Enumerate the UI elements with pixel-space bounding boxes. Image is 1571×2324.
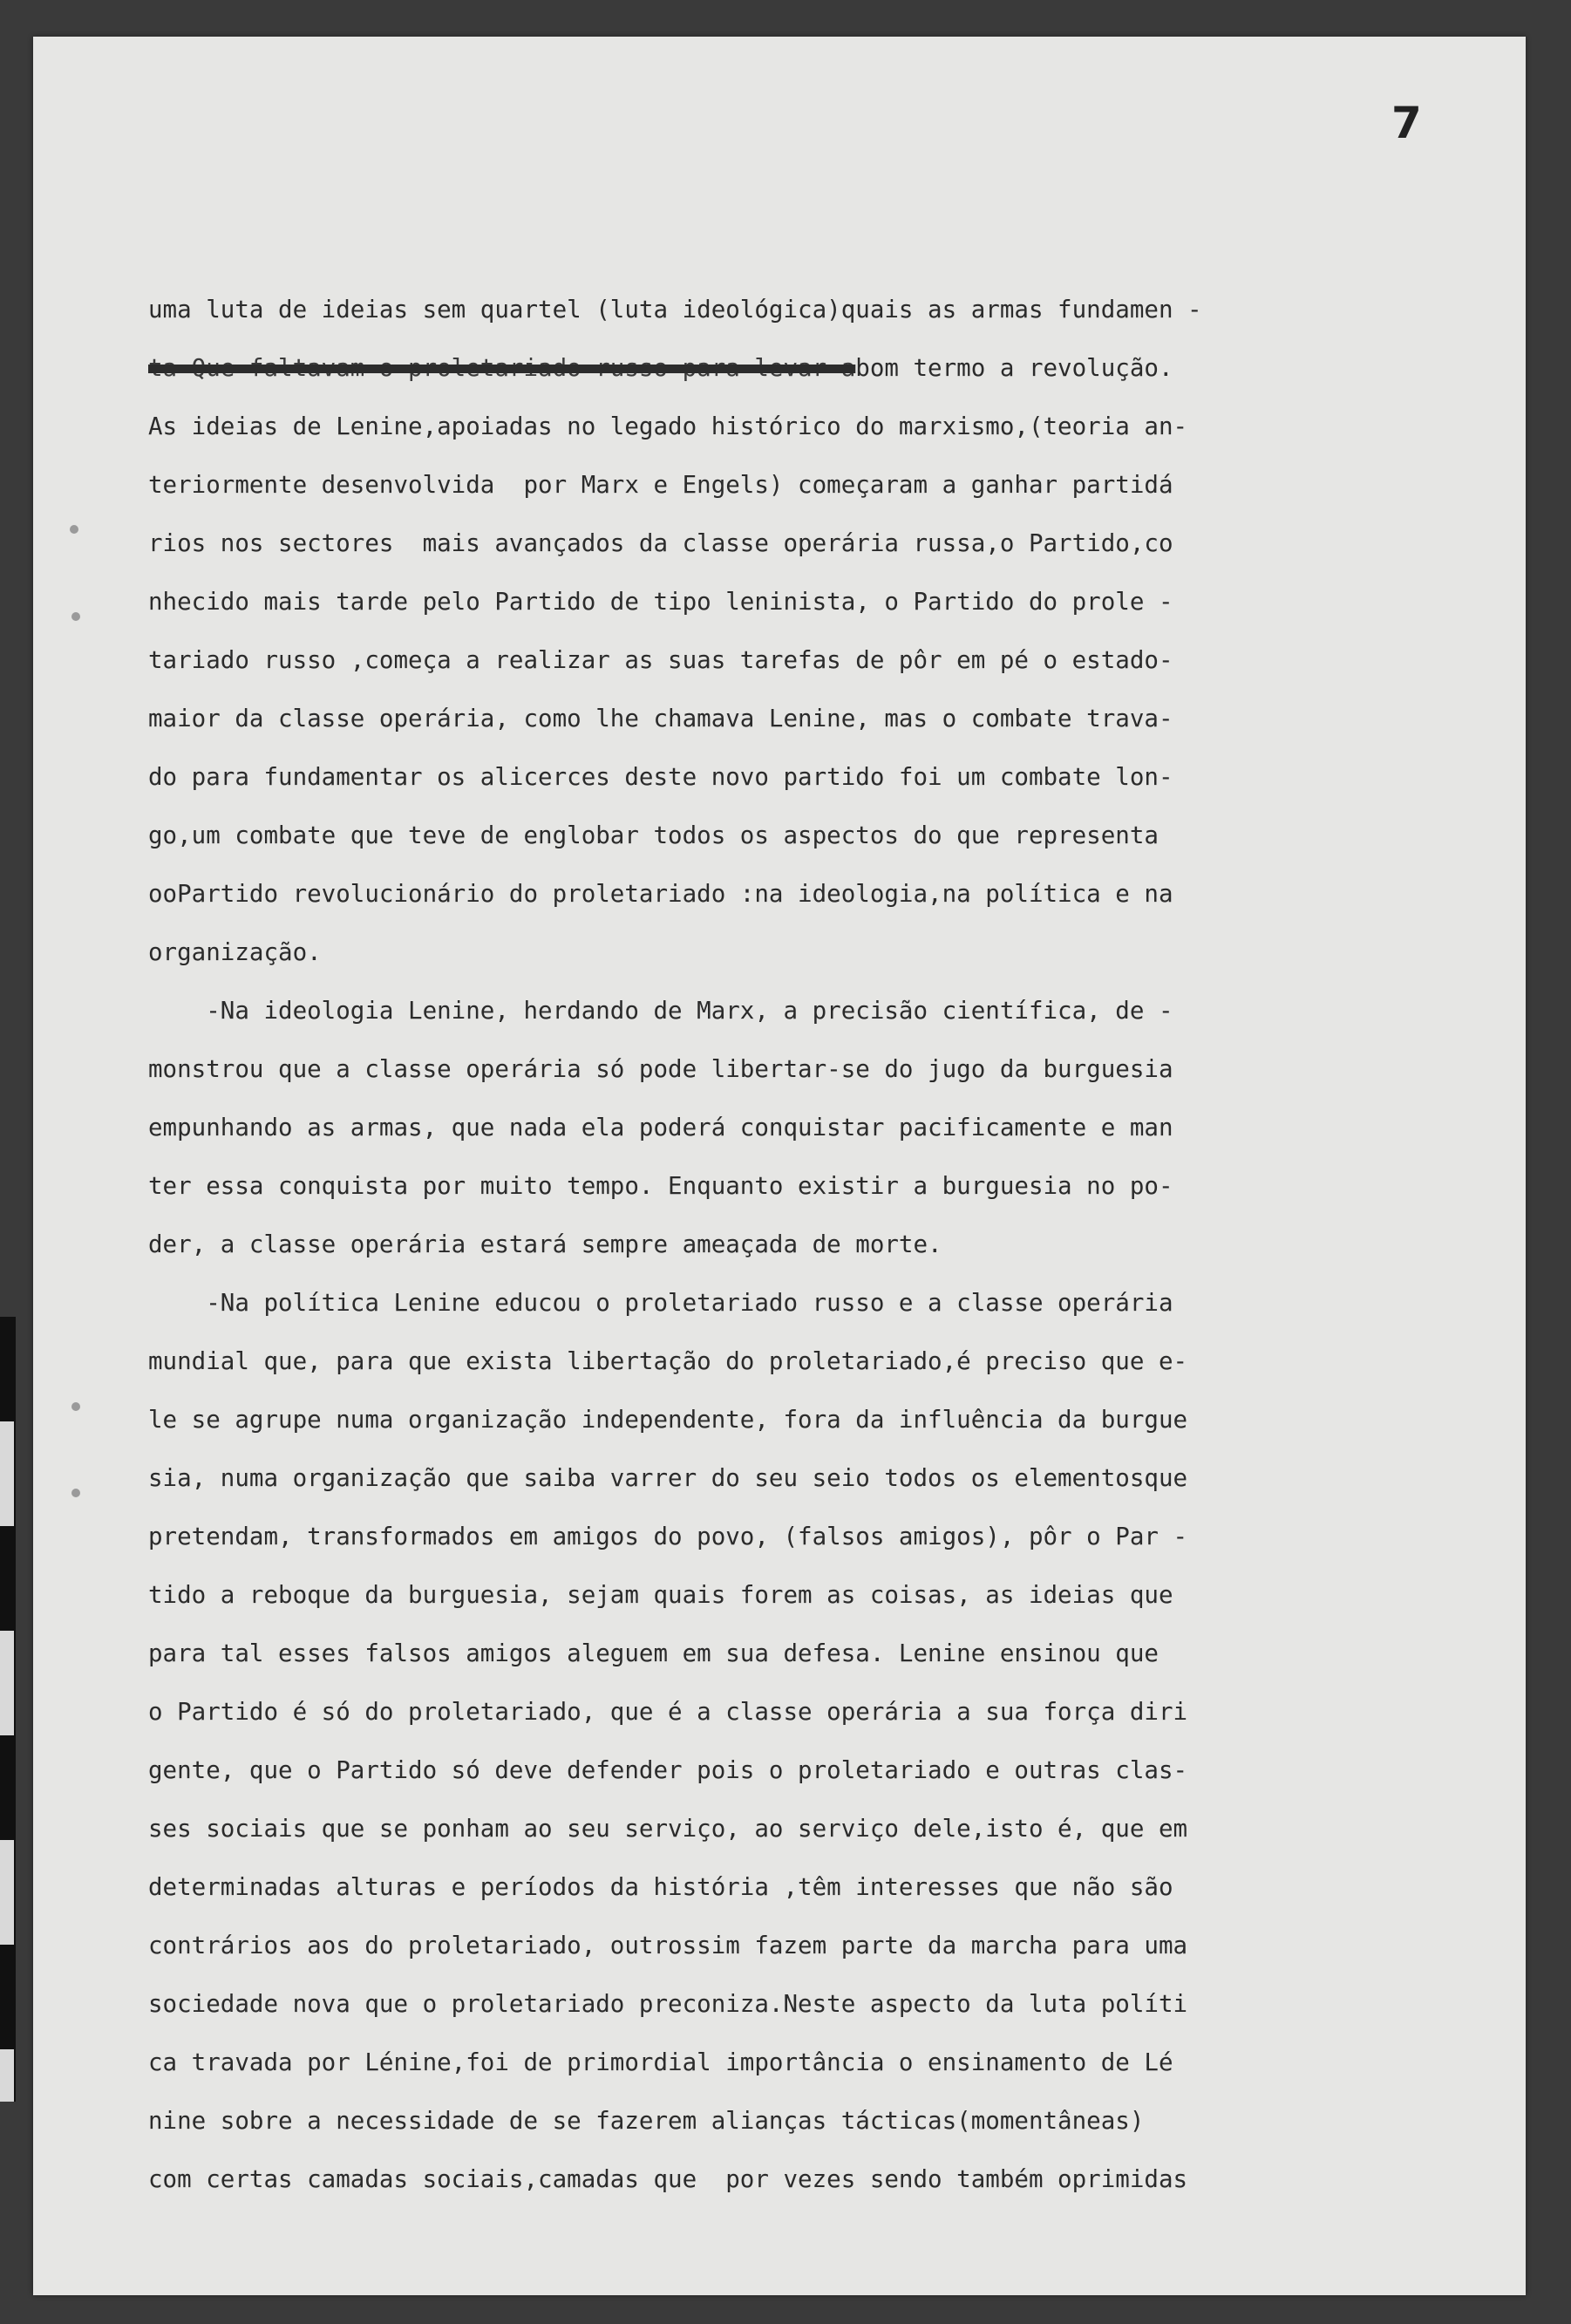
punch-hole	[70, 525, 78, 534]
document-page	[33, 37, 1526, 2295]
text-line	[148, 1508, 1473, 1566]
text-line	[148, 281, 1473, 339]
text-line	[148, 1975, 1473, 2034]
line-text: mundial que, para que exista libertação do proletariado,é preciso que e-	[148, 1347, 1188, 1375]
line-text: ter essa conquista por muito tempo. Enquanto existir a burguesia no po-	[148, 1172, 1173, 1200]
line-text: gente, que o Partido só deve defender pois o proletariado e outras clas-	[148, 1756, 1188, 1784]
text-line	[148, 807, 1473, 865]
text-line	[148, 748, 1473, 807]
line-text: empunhando as armas, que nada ela poderá conquistar pacificamente e man	[148, 1114, 1173, 1142]
line-text: o Partido é só do proletariado, que é a classe operária a sua força diri	[148, 1698, 1188, 1726]
line-text: organização.	[148, 938, 322, 966]
line-text: tariado russo ,começa a realizar as suas tarefas de pôr em pé o estado-	[148, 646, 1173, 674]
line-text: rios nos sectores mais avançados da classe operária russa,o Partido,co	[148, 529, 1173, 557]
text-line	[148, 982, 1473, 1040]
text-line	[148, 456, 1473, 515]
punch-hole	[71, 1489, 80, 1497]
text-line	[148, 1040, 1473, 1099]
text-line	[148, 2034, 1473, 2092]
scale-ruler	[0, 1317, 16, 2102]
line-text: ses sociais que se ponham ao seu serviço, ao serviço dele,isto é, que em	[148, 1815, 1188, 1843]
text-line	[148, 1157, 1473, 1216]
text-line	[148, 1917, 1473, 1975]
page-number: 7	[1391, 98, 1422, 148]
text-line	[148, 2092, 1473, 2150]
line-text: do para fundamentar os alicerces deste novo partido foi um combate lon-	[148, 763, 1173, 791]
line-text: uma luta de ideias sem quartel (luta ideológica)quais as armas fundamen -	[148, 296, 1202, 324]
text-line	[148, 865, 1473, 923]
text-line	[148, 339, 1473, 398]
text-line	[148, 1274, 1473, 1332]
text-line	[148, 1683, 1473, 1741]
line-text: nhecido mais tarde pelo Partido de tipo leninista, o Partido do prole -	[148, 588, 1173, 616]
text-line	[148, 398, 1473, 456]
line-text: tido a reboque da burguesia, sejam quais forem as coisas, as ideias que	[148, 1581, 1173, 1609]
text-line	[148, 1449, 1473, 1508]
line-text: go,um combate que teve de englobar todos os aspectos do que representa	[148, 821, 1159, 849]
text-line	[148, 1625, 1473, 1683]
line-text: sia, numa organização que saiba varrer do seu seio todos os elementosque	[148, 1464, 1188, 1492]
line-text: -Na política Lenine educou o proletariado russo e a classe operária	[148, 1289, 1173, 1317]
line-text: contrários aos do proletariado, outrossim fazem parte da marcha para uma	[148, 1932, 1188, 1959]
line-text: maior da classe operária, como lhe chamava Lenine, mas o combate trava-	[148, 705, 1173, 733]
line-text: pretendam, transformados em amigos do povo, (falsos amigos), pôr o Par -	[148, 1523, 1188, 1550]
text-line	[148, 923, 1473, 982]
line-text: teriormente desenvolvida por Marx e Engels) começaram a ganhar partidá	[148, 471, 1173, 499]
line-text: para tal esses falsos amigos aleguem em sua defesa. Lenine ensinou que	[148, 1639, 1159, 1667]
punch-hole	[71, 1402, 80, 1411]
line-text: As ideias de Lenine,apoiadas no legado histórico do marxismo,(teoria an-	[148, 412, 1188, 440]
line-text: der, a classe operária estará sempre ameaçada de morte.	[148, 1230, 942, 1258]
text-line	[148, 690, 1473, 748]
line-text: bom termo a revolução.	[855, 354, 1173, 382]
text-line	[148, 1216, 1473, 1274]
line-text: monstrou que a classe operária só pode libertar-se do jugo da burguesia	[148, 1055, 1173, 1083]
text-line	[148, 2150, 1473, 2209]
line-text: determinadas alturas e períodos da história ,têm interesses que não são	[148, 1873, 1173, 1901]
text-line	[148, 631, 1473, 690]
text-line	[148, 1741, 1473, 1800]
line-text: ca travada por Lénine,foi de primordial importância o ensinamento de Lé	[148, 2048, 1173, 2076]
line-text: ooPartido revolucionário do proletariado :na ideologia,na política e na	[148, 880, 1173, 908]
line-text: com certas camadas sociais,camadas que por vezes sendo também oprimidas	[148, 2165, 1188, 2193]
text-line	[148, 1800, 1473, 1858]
line-text: -Na ideologia Lenine, herdando de Marx, a precisão científica, de -	[148, 997, 1173, 1025]
body-text	[148, 281, 1473, 2209]
text-line	[148, 1858, 1473, 1917]
punch-hole	[71, 612, 80, 621]
text-line	[148, 1332, 1473, 1391]
text-line	[148, 1099, 1473, 1157]
text-line	[148, 1391, 1473, 1449]
line-text: le se agrupe numa organização independente, fora da influência da burgue	[148, 1406, 1188, 1434]
struck-text: ta-Que faltavam o proletariado russo para levar a	[148, 354, 856, 382]
text-line	[148, 1566, 1473, 1625]
line-text: sociedade nova que o proletariado preconiza.Neste aspecto da luta políti	[148, 1990, 1188, 2018]
text-line	[148, 515, 1473, 573]
text-line	[148, 573, 1473, 631]
line-text: nine sobre a necessidade de se fazerem alianças tácticas(momentâneas)	[148, 2107, 1145, 2135]
